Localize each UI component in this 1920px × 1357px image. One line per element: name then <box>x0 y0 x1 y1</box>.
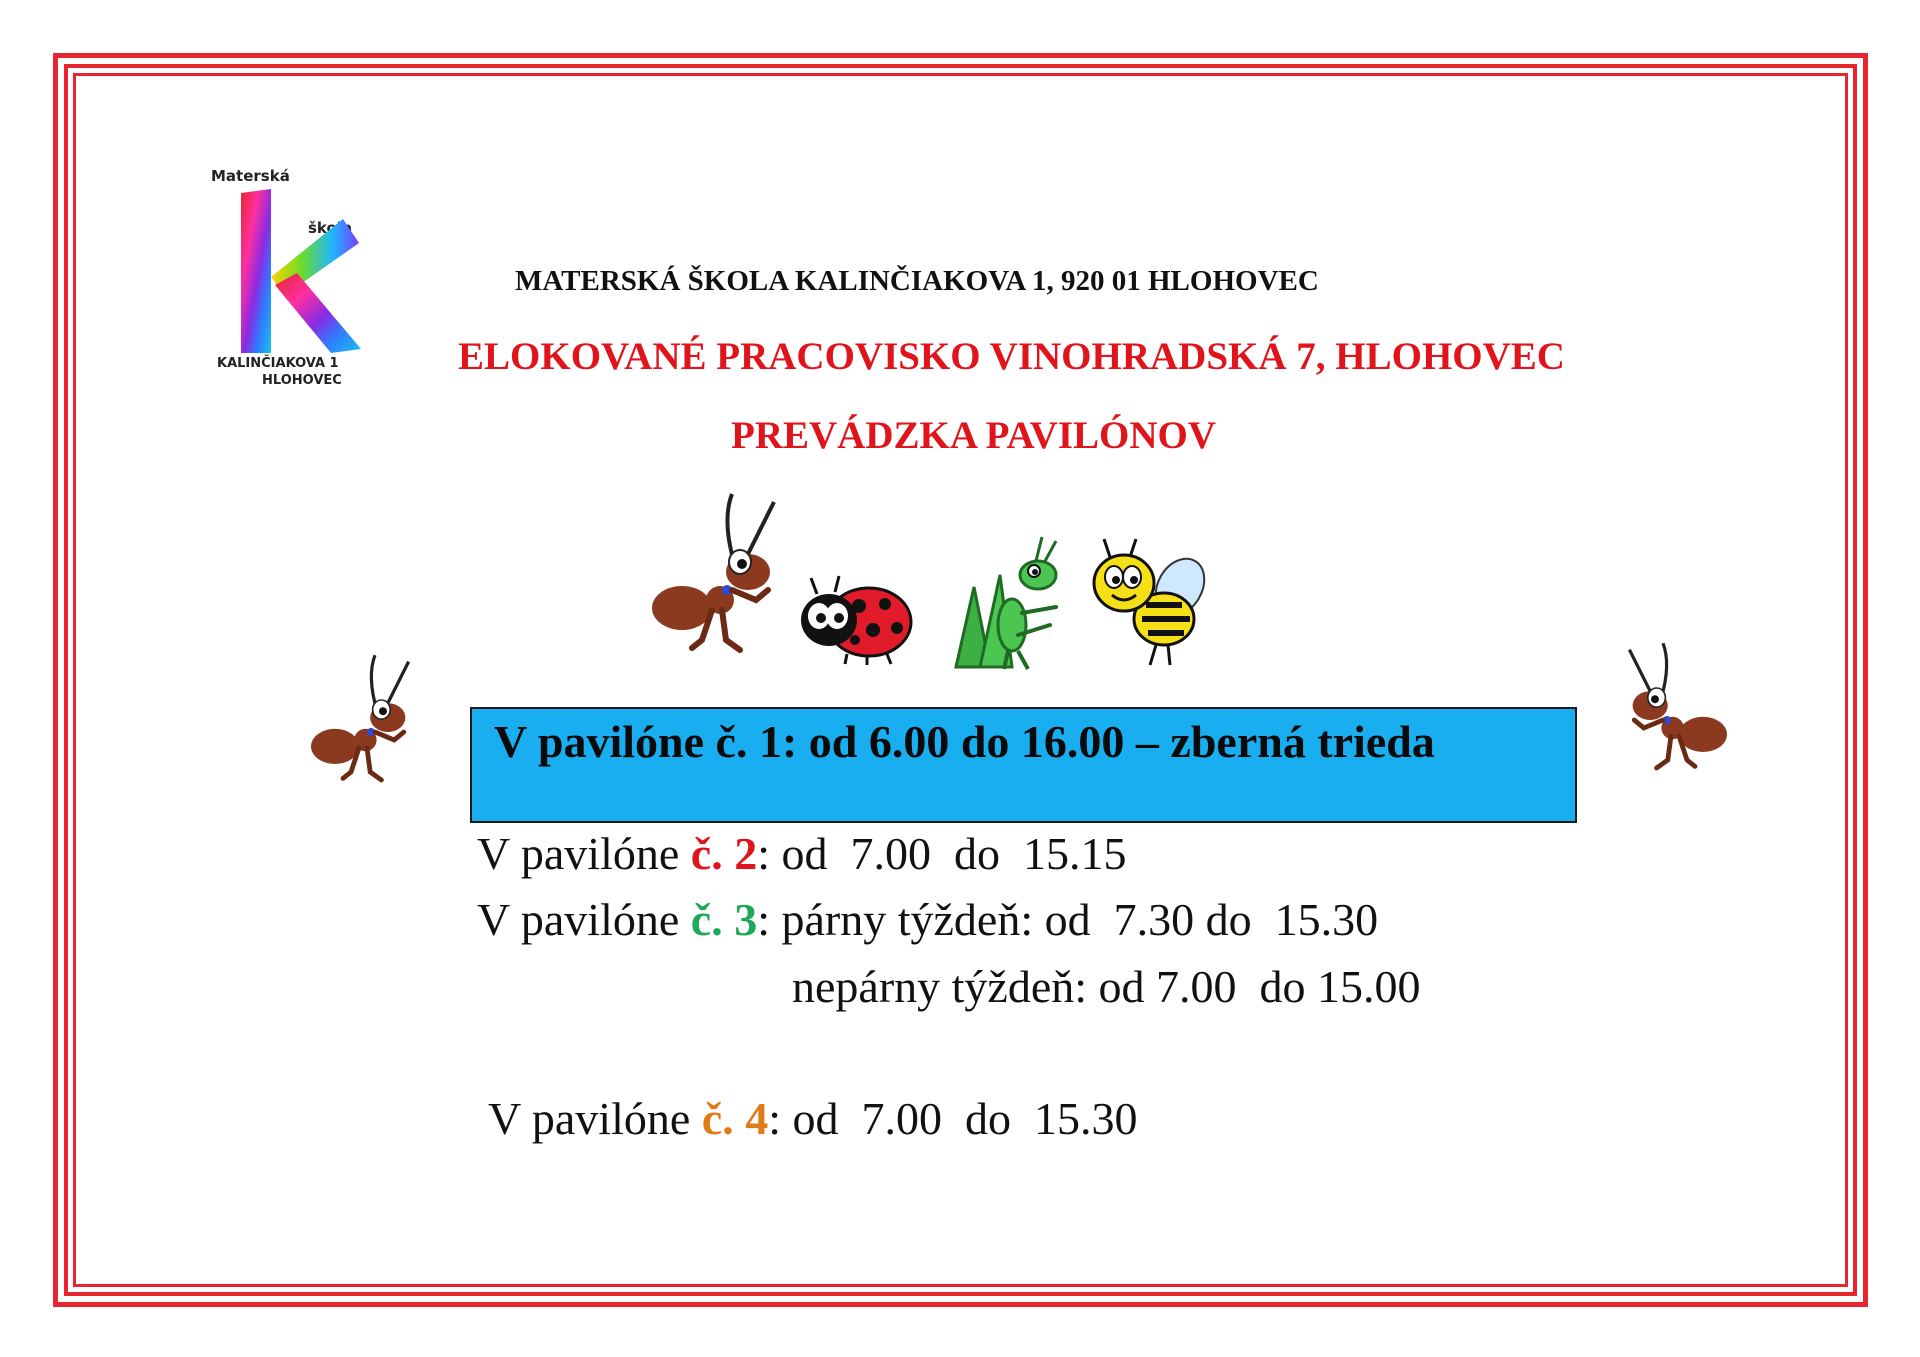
school-name-heading: MATERSKÁ ŠKOLA KALINČIAKOVA 1, 920 01 HLOHOVEC <box>515 265 1319 297</box>
pavilion-2-prefix: V pavilóne <box>477 828 691 879</box>
pavilion-2-times: : od 7.00 do 15.15 <box>757 828 1127 879</box>
logo-text-top: Materská <box>211 167 290 185</box>
pavilion-4-hours <box>488 1092 1138 1145</box>
logo-k-icon <box>225 185 365 355</box>
pavilion-1-box <box>470 707 1577 823</box>
bee-icon <box>1090 535 1212 670</box>
logo-address-line2: HLOHOVEC <box>262 373 342 388</box>
pavilion-3-times: : párny týždeň: od 7.30 do 15.30 <box>757 894 1379 945</box>
pavilion-2-hours <box>477 827 1127 880</box>
ant-icon <box>652 490 782 665</box>
pavilion-1-hours: V pavilóne č. 1: od 6.00 do 16.00 – zberná trieda <box>494 716 1435 767</box>
pavilion-3-number: č. 3 <box>690 894 758 945</box>
pavilion-4-times: : od 7.00 do 15.30 <box>768 1093 1138 1144</box>
pavilion-4-number: č. 4 <box>701 1093 769 1144</box>
page-title: PREVÁDZKA PAVILÓNOV <box>731 414 1217 457</box>
ant-icon <box>308 652 418 792</box>
pavilion-4-prefix: V pavilóne <box>488 1093 702 1144</box>
ant-icon <box>1620 640 1730 780</box>
ladybug-icon <box>797 570 915 665</box>
school-logo <box>205 165 380 395</box>
pavilion-3-hours <box>477 893 1378 946</box>
pavilion-3-prefix: V pavilóne <box>477 894 691 945</box>
branch-heading: ELOKOVANÉ PRACOVISKO VINOHRADSKÁ 7, HLOHOVEC <box>458 335 1565 378</box>
pavilion-2-number: č. 2 <box>690 828 758 879</box>
pavilion-3-odd-week: nepárny týždeň: od 7.00 do 15.00 <box>792 961 1421 1012</box>
logo-address-line1: KALINČIAKOVA 1 <box>217 356 339 371</box>
grasshopper-icon <box>946 527 1071 672</box>
logo-text-right: škola <box>308 219 353 237</box>
